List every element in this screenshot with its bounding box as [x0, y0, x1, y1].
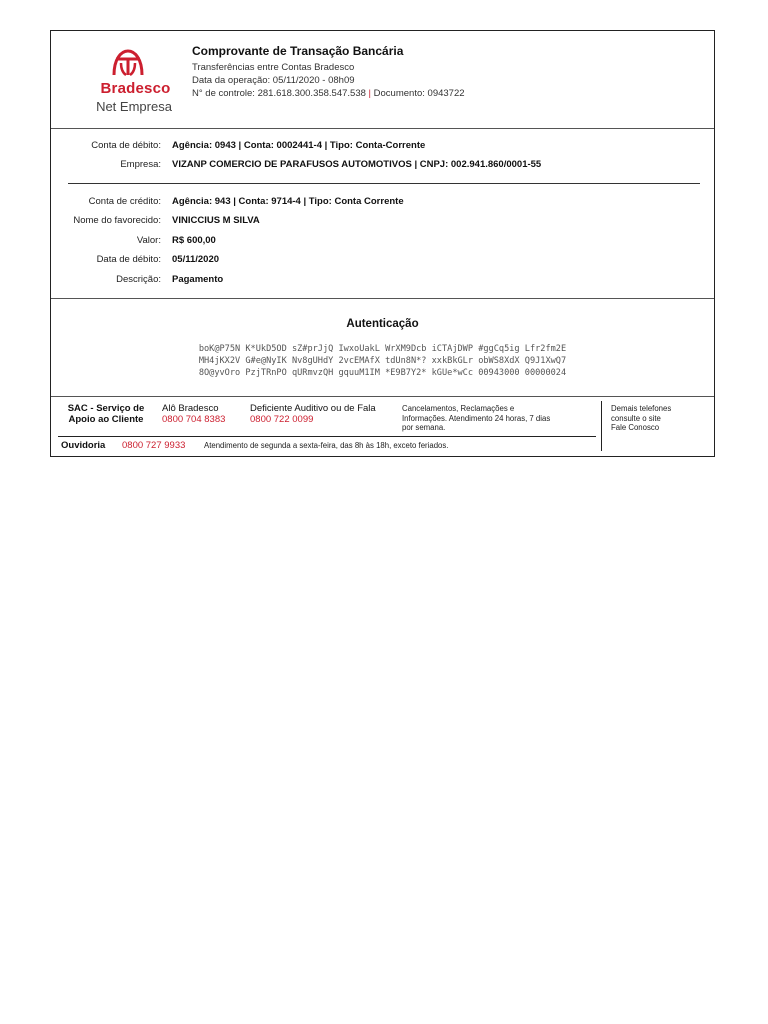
cancel-line: por semana. — [402, 423, 446, 433]
ouvidoria-phone: 0800 727 9933 — [122, 440, 186, 451]
debit-date-value: 05/11/2020 — [172, 254, 220, 265]
section-divider — [68, 183, 700, 184]
control-line — [192, 87, 465, 100]
other-phones-info — [611, 404, 701, 433]
credit-account-value: Agência: 943 | Conta: 9714-4 | Tipo: Conta Corrente — [172, 196, 404, 207]
cancellation-info — [402, 404, 592, 433]
footer-divider — [601, 401, 602, 451]
authentication-title: Autenticação — [346, 318, 419, 330]
sac-line: Apoio ao Cliente — [68, 414, 144, 425]
cancel-line: Cancelamentos, Reclamações e — [402, 404, 515, 413]
other-line: Fale Conosco — [611, 423, 660, 433]
control-number: 281.618.300.358.547.538 — [257, 88, 366, 99]
receipt-header — [51, 31, 714, 129]
deaf-label: Deficiente Auditivo ou de Fala — [250, 403, 376, 414]
page-title: Comprovante de Transação Bancária — [192, 44, 404, 58]
debit-account-label: Conta de débito: — [91, 140, 161, 151]
deaf-phone: 0800 722 0099 — [250, 414, 314, 425]
separator: | — [368, 88, 372, 99]
deaf-contact — [250, 403, 376, 425]
logo-brand: Bradesco — [100, 80, 171, 97]
footer-divider — [58, 436, 596, 437]
other-line: Demais telefones — [611, 404, 672, 413]
ouvidoria-label: Ouvidoria — [61, 440, 106, 451]
alo-phone: 0800 704 8383 — [162, 414, 226, 425]
auth-code-line: MH4jKX2V G#e@NyIK Nv8gUHdY 2vcEMAfX tdUn8N*? xxkBkGLr obWS8XdX Q9J1XwQ7 — [198, 356, 567, 366]
amount-label: Valor: — [136, 235, 161, 246]
authentication-section — [51, 298, 714, 397]
company-value: VIZANP COMERCIO DE PARAFUSOS AUTOMOTIVOS | CNPJ: 002.941.860/0001-55 — [172, 159, 542, 170]
control-label: N° de controle: — [192, 88, 255, 99]
auth-code-line: 8O@yvOro PzjTRnPO qURmvzQH gquuM1IM *E9B7Y2* kGUe*wCc 00943000 00000024 — [198, 368, 567, 378]
company-label: Empresa: — [120, 159, 161, 170]
alo-bradesco-contact — [162, 403, 225, 425]
debit-account-value: Agência: 0943 | Conta: 0002441-4 | Tipo: Conta-Corrente — [172, 140, 426, 151]
authentication-codes — [51, 343, 714, 379]
transaction-receipt — [50, 30, 715, 457]
receipt-subtitle: Transferências entre Contas Bradesco — [192, 62, 355, 73]
logo-product: Net Empresa — [96, 99, 172, 114]
credit-account-label: Conta de crédito: — [88, 196, 161, 207]
description-label: Descrição: — [116, 274, 161, 285]
header-text — [192, 44, 465, 100]
debit-date-label: Data de débito: — [96, 254, 161, 265]
alo-label: Alô Bradesco — [162, 403, 219, 414]
transaction-details — [51, 128, 714, 299]
document-label: Documento: — [373, 88, 425, 99]
beneficiary-label: Nome do favorecido: — [73, 215, 161, 226]
sac-line: SAC - Serviço de — [67, 403, 145, 414]
other-line: consulte o site — [611, 413, 661, 423]
contact-footer — [51, 396, 714, 458]
document-number: 0943722 — [427, 88, 465, 99]
beneficiary-value: VINICCIUS M SILVA — [172, 215, 260, 226]
bradesco-logo-icon — [108, 45, 148, 79]
description-value: Pagamento — [172, 274, 224, 285]
operation-date: Data da operação: 05/11/2020 - 08h09 — [192, 75, 355, 86]
sac-title — [60, 403, 152, 425]
cancel-line: Informações. Atendimento 24 horas, 7 dias — [402, 413, 551, 423]
auth-code-line: boK@P75N K*UkD5OD sZ#prJjQ IwxoUakL WrXM9Dcb iCTAjDWP #ggCq5ig Lfr2fm2E — [198, 344, 567, 354]
ouvidoria-note: Atendimento de segunda a sexta-feira, das 8h às 18h, exceto feriados. — [204, 441, 449, 450]
amount-value: R$ 600,00 — [172, 235, 216, 246]
